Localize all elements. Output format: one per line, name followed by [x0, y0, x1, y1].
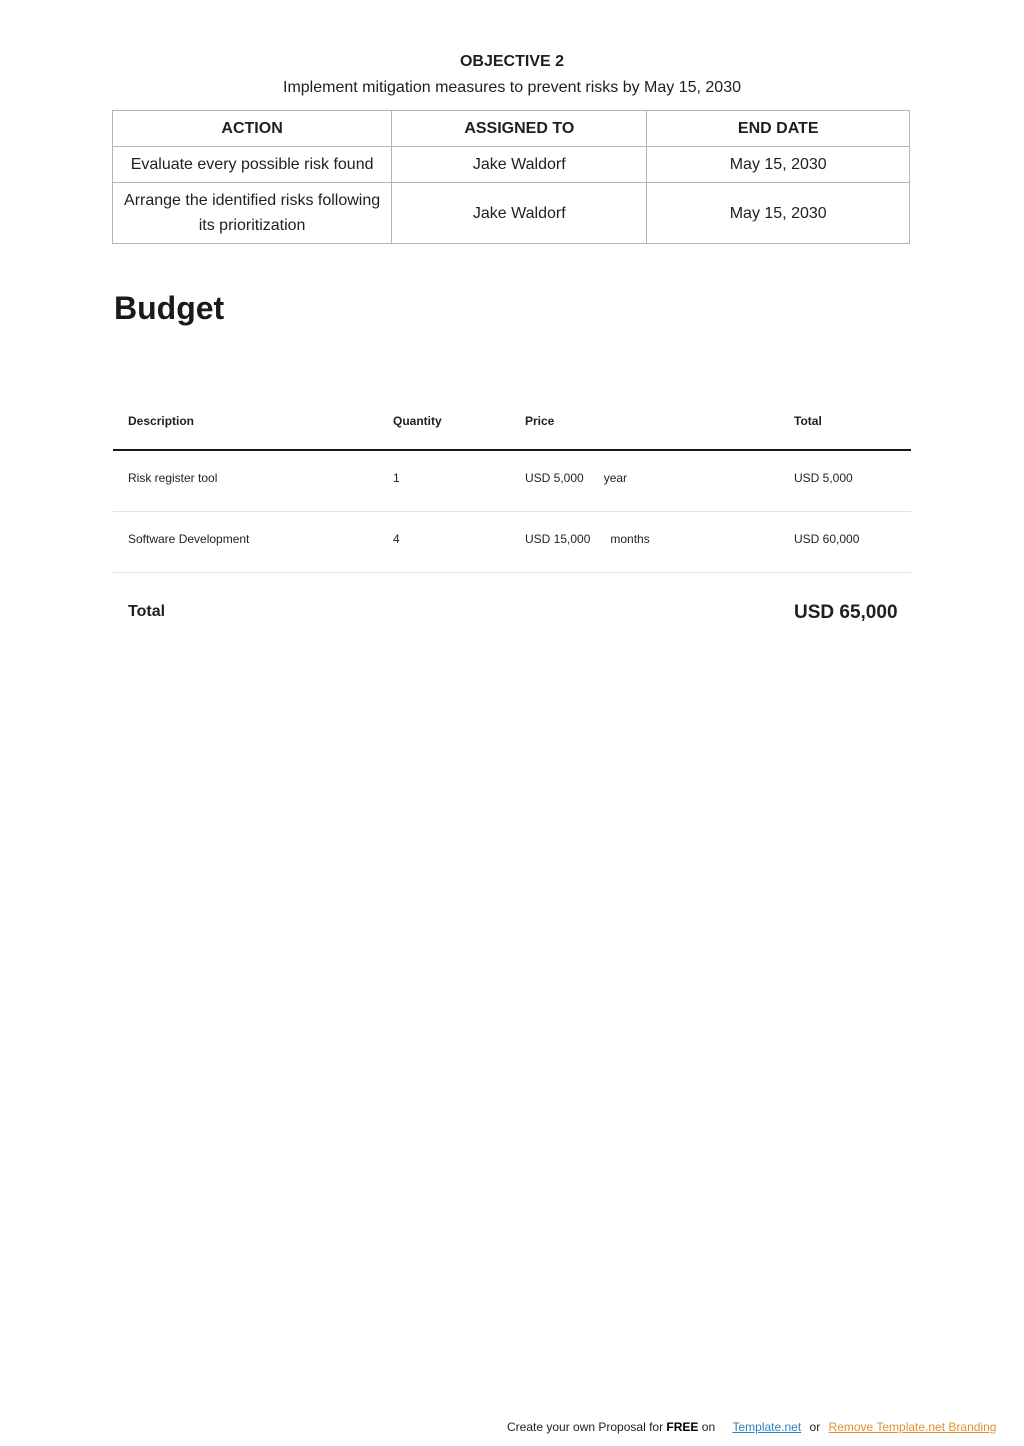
budget-header-description: Description — [128, 414, 195, 428]
item-quantity: 1 — [393, 471, 400, 485]
action-cell: Arrange the identified risks following its prioritization — [113, 183, 392, 244]
budget-heading: Budget — [114, 290, 225, 326]
table-header-row — [113, 111, 910, 147]
budget-total-value: USD 65,000 — [794, 602, 898, 623]
budget-header-row — [113, 392, 911, 451]
footer-branding — [507, 1420, 996, 1434]
table-row — [113, 183, 910, 244]
footer-text-prefix: Create your own Proposal for — [507, 1420, 667, 1434]
action-plan-table — [112, 110, 910, 244]
assigned-to-cell: Jake Waldorf — [392, 147, 647, 183]
budget-header-price: Price — [525, 414, 555, 428]
header-assigned-to: ASSIGNED TO — [392, 111, 647, 147]
item-description: Risk register tool — [128, 471, 218, 485]
objective-title: OBJECTIVE 2 — [459, 53, 565, 70]
action-cell: Evaluate every possible risk found — [113, 147, 392, 183]
objective-section — [0, 52, 1024, 98]
budget-item-row — [113, 451, 911, 512]
item-quantity: 4 — [393, 532, 400, 546]
budget-item-row — [113, 512, 911, 573]
objective-description: Implement mitigation measures to prevent risks by May 15, 2030 — [283, 79, 741, 96]
item-description: Software Development — [128, 532, 250, 546]
remove-branding-link[interactable]: Remove Template.net Branding — [828, 1420, 997, 1434]
budget-header-quantity: Quantity — [393, 414, 442, 428]
end-date-cell: May 15, 2030 — [647, 147, 910, 183]
footer-text-on: on — [698, 1420, 716, 1434]
item-unit: months — [610, 532, 650, 546]
assigned-to-cell: Jake Waldorf — [392, 183, 647, 244]
item-price-group — [525, 532, 650, 546]
footer-text-or: or — [809, 1420, 821, 1434]
end-date-cell: May 15, 2030 — [647, 183, 910, 244]
item-total: USD 60,000 — [794, 532, 860, 546]
budget-header-total: Total — [794, 414, 822, 428]
budget-table — [113, 392, 911, 653]
item-price-group — [525, 471, 627, 485]
header-action: ACTION — [113, 111, 392, 147]
header-end-date: END DATE — [647, 111, 910, 147]
item-unit: year — [603, 471, 628, 485]
table-row — [113, 147, 910, 183]
budget-total-label: Total — [128, 603, 166, 620]
item-price: USD 5,000 — [525, 471, 584, 485]
budget-total-row — [113, 573, 911, 653]
item-price: USD 15,000 — [525, 532, 591, 546]
item-total: USD 5,000 — [794, 471, 853, 485]
footer-text-free: FREE — [666, 1420, 699, 1434]
templatenet-link[interactable]: Template.net — [732, 1420, 802, 1434]
